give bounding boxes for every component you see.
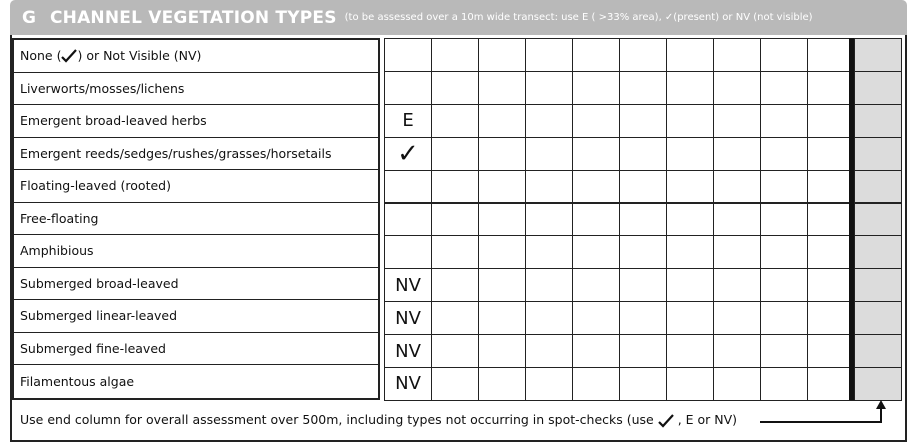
spot-check-cell[interactable] [807, 235, 855, 269]
spot-check-cell[interactable] [431, 170, 479, 204]
spot-check-cell[interactable] [478, 170, 526, 204]
end-column-cell[interactable] [854, 334, 902, 368]
spot-check-cell[interactable] [478, 334, 526, 368]
row-label-text: Liverworts/mosses/lichens [20, 80, 185, 96]
spot-check-cell[interactable] [384, 203, 432, 237]
footer-note-pre: Use end column for overall assessment over 500m, including types not occurring in spot-checks (use [20, 412, 658, 427]
end-column-cell[interactable] [854, 268, 902, 302]
spot-check-cell[interactable] [478, 104, 526, 138]
row-label-none [14, 40, 378, 73]
spot-check-cell[interactable] [572, 235, 620, 269]
spot-check-cell[interactable] [431, 104, 479, 138]
spot-check-cell[interactable] [478, 235, 526, 269]
row-label-text: Submerged linear-leaved [20, 308, 178, 324]
row-label-text: Free-floating [20, 210, 99, 226]
spot-check-cell[interactable] [619, 334, 667, 368]
row-label-text: Emergent reeds/sedges/rushes/grasses/horsetails [20, 145, 332, 161]
spot-check-cell[interactable] [713, 203, 761, 237]
spot-check-cell[interactable] [572, 71, 620, 105]
row-label [14, 235, 378, 268]
spot-check-cell[interactable] [760, 301, 808, 335]
spot-check-cell[interactable] [572, 38, 620, 72]
row-label [14, 73, 378, 106]
row-label [14, 170, 378, 203]
spot-check-cell[interactable] [525, 104, 573, 138]
spot-check-cell[interactable] [666, 71, 714, 105]
row-label [14, 138, 378, 171]
spot-check-cell[interactable]: ✓ [384, 137, 432, 171]
section-header [10, 0, 907, 35]
spot-check-cell[interactable] [572, 367, 620, 401]
spot-check-cell[interactable] [760, 137, 808, 171]
spot-check-cell[interactable] [478, 38, 526, 72]
end-column-cell[interactable] [854, 301, 902, 335]
spot-check-cell[interactable] [619, 170, 667, 204]
end-column-cell[interactable] [854, 71, 902, 105]
spot-check-cell[interactable] [525, 367, 573, 401]
spot-check-cell[interactable] [478, 71, 526, 105]
spot-check-cell[interactable] [713, 367, 761, 401]
spot-check-cell[interactable] [760, 334, 808, 368]
spot-check-cell[interactable] [760, 367, 808, 401]
spot-check-cell[interactable] [525, 137, 573, 171]
spot-check-grid [384, 38, 902, 400]
spot-check-cell[interactable] [525, 334, 573, 368]
spot-check-cell[interactable] [478, 137, 526, 171]
row-label-text: Amphibious [20, 243, 94, 259]
spot-check-cell[interactable] [572, 170, 620, 204]
row-label-text: Floating-leaved (rooted) [20, 178, 171, 194]
spot-check-cell[interactable] [525, 268, 573, 302]
spot-check-cell[interactable] [666, 334, 714, 368]
spot-check-cell[interactable] [760, 104, 808, 138]
spot-check-cell[interactable] [666, 235, 714, 269]
spot-check-cell[interactable] [713, 170, 761, 204]
spot-check-cell[interactable] [713, 104, 761, 138]
row-label [14, 203, 378, 236]
spot-check-cell[interactable] [807, 170, 855, 204]
spot-check-cell[interactable] [666, 367, 714, 401]
spot-check-cell[interactable] [807, 203, 855, 237]
spot-check-cell[interactable] [807, 104, 855, 138]
end-column-cell[interactable] [854, 38, 902, 72]
spot-check-cell[interactable] [619, 104, 667, 138]
spot-check-cell[interactable]: NV [384, 268, 432, 302]
spot-check-cell[interactable] [619, 38, 667, 72]
row-label-text: Submerged broad-leaved [20, 275, 179, 291]
spot-check-cell[interactable] [431, 137, 479, 171]
spot-check-cell[interactable]: NV [384, 301, 432, 335]
spot-check-cell[interactable] [572, 203, 620, 237]
spot-check-cell[interactable] [713, 268, 761, 302]
spot-check-cell[interactable] [572, 301, 620, 335]
spot-check-cell[interactable] [713, 137, 761, 171]
spot-check-cell[interactable] [431, 334, 479, 368]
spot-check-cell[interactable] [666, 137, 714, 171]
spot-check-cell[interactable] [760, 71, 808, 105]
spot-check-cell[interactable] [525, 301, 573, 335]
spot-check-cell[interactable] [619, 235, 667, 269]
spot-check-cell[interactable] [807, 137, 855, 171]
row-label [14, 365, 378, 398]
spot-check-cell[interactable] [619, 301, 667, 335]
spot-check-cell[interactable] [619, 367, 667, 401]
spot-check-cell[interactable] [431, 367, 479, 401]
spot-check-cell[interactable] [572, 268, 620, 302]
spot-check-cell[interactable] [384, 38, 432, 72]
spot-check-cell[interactable] [572, 137, 620, 171]
spot-check-cell[interactable] [478, 203, 526, 237]
spot-check-cell[interactable] [760, 38, 808, 72]
spot-check-cell[interactable] [525, 38, 573, 72]
spot-check-cell[interactable] [666, 203, 714, 237]
spot-check-cell[interactable] [760, 235, 808, 269]
section-title: CHANNEL VEGETATION TYPES [49, 7, 337, 28]
spot-check-cell[interactable] [478, 268, 526, 302]
spot-check-cell[interactable] [478, 301, 526, 335]
spot-check-cell[interactable] [760, 268, 808, 302]
arrow-up-icon [876, 400, 886, 409]
spot-check-cell[interactable]: E [384, 104, 432, 138]
row-label-text: Filamentous algae [20, 373, 135, 389]
spot-check-cell[interactable] [619, 203, 667, 237]
spot-check-cell[interactable] [525, 235, 573, 269]
spot-check-cell[interactable] [807, 71, 855, 105]
spot-check-cell[interactable] [619, 268, 667, 302]
spot-check-cell[interactable] [431, 268, 479, 302]
spot-check-cell[interactable] [431, 235, 479, 269]
footer-note-post: , E or NV) [677, 412, 738, 427]
row-label [14, 333, 378, 366]
end-column-cell[interactable] [854, 137, 902, 171]
spot-check-cell[interactable] [713, 334, 761, 368]
spot-check-cell[interactable] [525, 71, 573, 105]
spot-check-cell[interactable] [478, 367, 526, 401]
check-icon [61, 49, 77, 63]
spot-check-cell[interactable] [431, 71, 479, 105]
spot-check-cell[interactable] [807, 301, 855, 335]
end-column-cell[interactable] [854, 367, 902, 401]
row-label-text: Emergent broad-leaved herbs [20, 113, 207, 129]
section-letter: G [22, 7, 36, 28]
spot-check-cell[interactable] [431, 38, 479, 72]
spot-check-cell[interactable] [713, 71, 761, 105]
spot-check-cell[interactable] [619, 71, 667, 105]
row-label [14, 300, 378, 333]
row-label-none-post: ) or Not Visible (NV) [77, 48, 202, 64]
end-column-cell[interactable] [854, 170, 902, 204]
spot-check-cell[interactable] [384, 71, 432, 105]
spot-check-cell[interactable] [713, 235, 761, 269]
spot-check-cell[interactable] [525, 170, 573, 204]
spot-check-cell[interactable] [666, 268, 714, 302]
spot-check-cell[interactable] [619, 137, 667, 171]
row-label [14, 105, 378, 138]
spot-check-cell[interactable] [525, 203, 573, 237]
spot-check-cell[interactable] [807, 38, 855, 72]
check-icon [658, 414, 674, 428]
row-label-text: Submerged fine-leaved [20, 340, 166, 356]
arrow-line [760, 421, 881, 423]
spot-check-cell[interactable] [713, 301, 761, 335]
spot-check-cell[interactable] [384, 235, 432, 269]
spot-check-cell[interactable] [666, 170, 714, 204]
spot-check-cell[interactable] [431, 301, 479, 335]
spot-check-cell[interactable] [760, 170, 808, 204]
spot-check-cell[interactable] [431, 203, 479, 237]
footer-note [20, 412, 737, 428]
section-instructions: (to be assessed over a 10m wide transect: use E ( >33% area), ✓(present) or NV (not visible) [344, 12, 813, 23]
end-column-divider [849, 38, 854, 400]
spot-check-cell[interactable]: NV [384, 367, 432, 401]
end-column-cell[interactable] [854, 104, 902, 138]
spot-check-cell[interactable] [760, 203, 808, 237]
spot-check-cell[interactable] [666, 301, 714, 335]
spot-check-cell[interactable]: NV [384, 334, 432, 368]
spot-check-cell[interactable] [572, 334, 620, 368]
row-label-none-pre: None ( [20, 48, 62, 64]
spot-check-cell[interactable] [666, 104, 714, 138]
spot-check-cell[interactable] [572, 104, 620, 138]
spot-check-cell[interactable] [807, 367, 855, 401]
end-column-cell[interactable] [854, 203, 902, 237]
row-label [14, 268, 378, 301]
vegetation-type-labels [12, 38, 380, 400]
spot-check-cell[interactable] [807, 268, 855, 302]
spot-check-cell[interactable] [713, 38, 761, 72]
spot-check-cell[interactable] [807, 334, 855, 368]
spot-check-cell[interactable] [384, 170, 432, 204]
spot-check-cell[interactable] [666, 38, 714, 72]
end-column-cell[interactable] [854, 235, 902, 269]
